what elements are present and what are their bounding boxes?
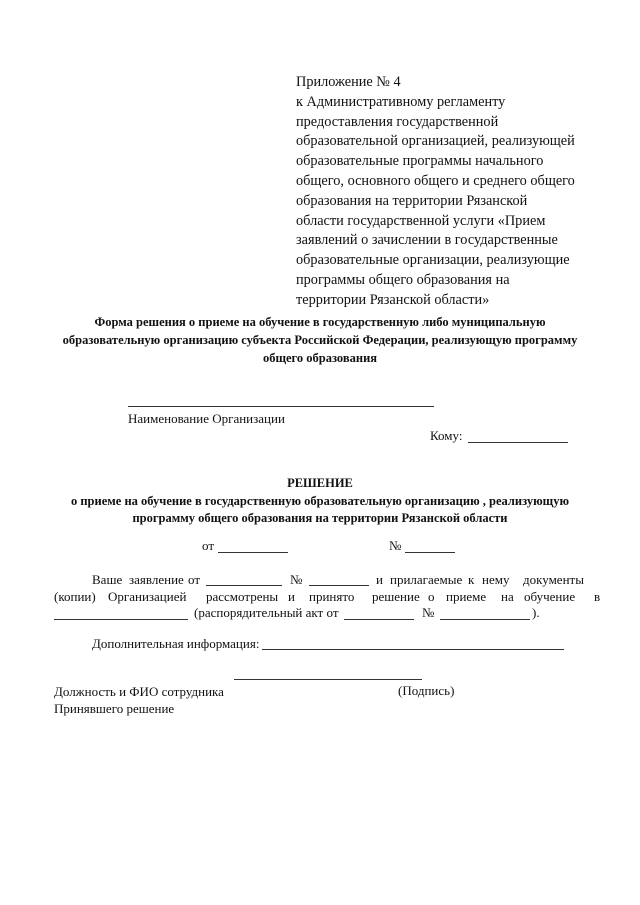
appendix-line: образования на территории Рязанской [296,192,528,209]
employee-position-line: Должность и ФИО сотрудника [54,684,224,699]
signature-field[interactable] [234,679,422,680]
application-number-field[interactable] [309,585,369,586]
organization-name-label: Наименование Организации [128,411,285,426]
act-date-field[interactable] [344,619,414,620]
body-word: и [288,589,295,604]
decision-date-field[interactable] [218,552,288,553]
body-word: прилагаемые [390,572,463,587]
recipient-label: Кому: [430,428,463,443]
appendix-line: образовательные программы начального [296,153,544,170]
body-word: решение [372,589,420,604]
appendix-line: образовательные организации, реализующие [296,252,570,269]
act-end: ). [532,605,540,620]
appendix-line: области государственной услуги «Прием [296,212,546,229]
act-label: (распорядительный акт от [194,605,339,620]
form-title-line: общего образования [262,351,378,365]
employee-position-line: Принявшего решение [54,701,175,716]
body-word: (копии) [54,589,96,604]
additional-info-field[interactable] [262,649,564,650]
body-word: приеме [446,589,487,604]
appendix-line: Приложение № 4 [296,74,401,90]
form-title-line: Форма решения о приеме на обучение в государственную либо муниципальную [94,315,546,329]
appendix-line: заявлений о зачислении в государственные [296,232,558,249]
decision-heading [40,475,600,528]
act-number-label: № [422,605,435,620]
student-placement-field[interactable] [54,619,188,620]
application-date-field[interactable] [206,585,282,586]
organization-name-field[interactable] [128,406,434,407]
employee-position-label [54,683,224,717]
body-word: к [468,572,475,587]
decision-title: РЕШЕНИЕ [287,476,353,490]
appendix-line: к Административному регламенту [296,93,506,110]
body-word: в [594,589,601,604]
appendix-line: предоставления государственной [296,113,499,130]
decision-number-field[interactable] [405,552,455,553]
body-word: нему [482,572,510,587]
body-word: документы [523,572,584,587]
decision-subtitle-line: о приеме на обучение в государственную образовательную организацию , реализующую [70,493,569,508]
body-word: рассмотрены [206,589,279,604]
decision-date-label: от [202,538,215,553]
body-word: и [376,572,383,587]
body-word: обучение [524,589,576,604]
body-word: о [428,589,435,604]
body-word: № [290,572,303,587]
body-word: заявление [129,572,184,587]
decision-subtitle-line: программу общего образования на территории Рязанской области [132,511,508,525]
additional-info-label: Дополнительная информация: [92,636,260,651]
act-number-field[interactable] [440,619,530,620]
body-word: принято [309,589,355,604]
appendix-line: программы общего образования на [296,271,510,288]
body-word: от [188,572,201,587]
recipient-field[interactable] [468,442,568,443]
appendix-line: общего, основного общего и среднего общего [296,172,575,189]
body-word: Ваше [92,572,123,587]
body-word: Организацией [108,589,187,604]
appendix-header [296,73,616,311]
signature-label: (Подпись) [398,683,455,698]
appendix-line: территории Рязанской области» [296,291,490,308]
decision-number-label: № [389,538,402,553]
body-word: на [501,589,514,604]
form-title-line: образовательную организацию субъекта Российской Федерации, реализующую программу [62,333,578,347]
form-title [40,313,600,367]
appendix-line: образовательной организацией, реализующей [296,133,575,150]
